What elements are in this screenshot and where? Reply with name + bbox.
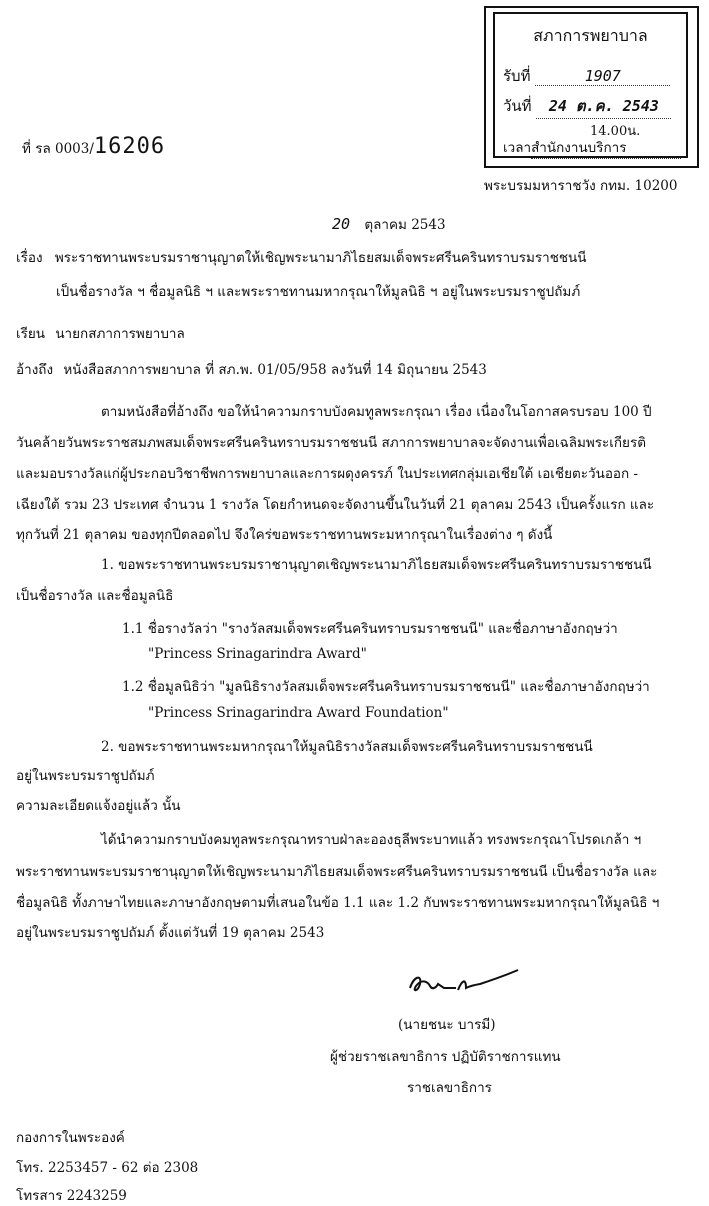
letter-date-month-year: ตุลาคม 2543 xyxy=(364,217,446,233)
body-paragraph-1-line: เฉียงใต้ รวม 23 ประเทศ จำนวน 1 รางวัล โดยกำหนดจะจัดงานขึ้นในวันที่ 21 ตุลาคม 2543 เป็นครั้งแรก และ xyxy=(16,497,655,513)
body-paragraph-1-line: ทุกวันที่ 21 ตุลาคม ของทุกปีตลอดไป จึงใคร่ขอพระราชทานพระมหากรุณาในเรื่องต่าง ๆ ดังนี้ xyxy=(16,527,553,543)
stamp-date-label: วันที่ xyxy=(503,97,532,115)
stamp-time-row xyxy=(503,136,681,159)
item-1-2-line-1: 1.2 ชื่อมูลนิธิว่า "มูลนิธิรางวัลสมเด็จพระศรีนครินทราบรมราชชนนี" และชื่อภาษาอังกฤษว่า xyxy=(122,679,650,695)
item-1-line-1: 1. ขอพระราชทานพระบรมราชานุญาตเชิญพระนามาภิไธยสมเด็จพระศรีนครินทราบรมราชชนนี xyxy=(101,557,652,573)
body-paragraph-2-line: พระราชทานพระบรมราชานุญาตให้เชิญพระนามาภิไธยสมเด็จพระศรีนครินทราบรมราชชนนี เป็นชื่อรางวัล และ xyxy=(16,864,658,880)
letter-date xyxy=(332,213,446,235)
body-paragraph-2-line: ได้นำความกราบบังคมทูลพระกรุณาทราบฝ่าละอองธุลีพระบาทแล้ว ทรงพระกรุณาโปรดเกล้า ฯ xyxy=(101,832,642,848)
body-paragraph-1-line: ตามหนังสือที่อ้างถึง ขอให้นำความกราบบังคมทูลพระกรุณา เรื่อง เนื่องในโอกาสครบรอบ 100 ปี xyxy=(101,404,652,420)
item-2-line-2: อยู่ในพระบรมราชูปถัมภ์ xyxy=(16,768,155,784)
item-2-line-1: 2. ขอพระราชทานพระมหากรุณาให้มูลนิธิรางวัลสมเด็จพระศรีนครินทราบรมราชชนนี xyxy=(101,739,593,755)
subject-label: เรื่อง xyxy=(16,250,43,266)
stamp-received-number: 1907 xyxy=(584,67,621,85)
stamp-time-value: 14.00น. xyxy=(590,124,641,139)
reference-value: หนังสือสภาการพยาบาล ที่ สภ.พ. 01/05/958 ลงวันที่ 14 มิถุนายน 2543 xyxy=(63,362,487,378)
stamp-date-row xyxy=(503,94,671,119)
stamp-time-label: เวลา xyxy=(503,140,532,156)
subject-text-2: เป็นชื่อรางวัล ฯ ชื่อมูลนิธิ ฯ และพระราชทานมหากรุณาให้มูลนิธิ ฯ อยู่ในพระบรมราชูปถัมภ์ xyxy=(56,284,581,300)
signatory-name: (นายชนะ บารมี) xyxy=(398,1017,496,1033)
item-1-1-line-2: "Princess Srinagarindra Award" xyxy=(148,646,367,662)
footer-fax: โทรสาร 2243259 xyxy=(16,1188,127,1204)
item-1-2-line-2: "Princess Srinagarindra Award Foundation" xyxy=(148,705,449,721)
signatory-title: ราชเลขาธิการ xyxy=(407,1080,492,1096)
detail-line: ความละเอียดแจ้งอยู่แล้ว นั้น xyxy=(16,798,181,814)
reference-prefix: ที่ รล 0003/ xyxy=(22,141,94,157)
reference-label: อ้างถึง xyxy=(16,362,54,378)
stamp-date-value: 24 ต.ค. 2543 xyxy=(548,97,659,115)
reference-number-value: 16206 xyxy=(93,134,166,159)
subject-text-1: พระราชทานพระบรมราชานุญาตให้เชิญพระนามาภิไธยสมเด็จพระศรีนครินทราบรมราชชนนี xyxy=(54,250,587,266)
stamp-office: สำนักงานบริการ xyxy=(531,140,627,156)
reference-number xyxy=(22,134,165,159)
sender-address: พระบรมมหาราชวัง กทม. 10200 xyxy=(484,178,678,194)
stamp-received-row xyxy=(503,64,670,88)
handwritten-signature xyxy=(400,958,530,1008)
footer-telephone: โทร. 2253457 - 62 ต่อ 2308 xyxy=(16,1160,199,1176)
body-paragraph-2-line: อยู่ในพระบรมราชูปถัมภ์ ตั้งแต่วันที่ 19 ตุลาคม 2543 xyxy=(16,925,325,941)
letter-date-day: 20 xyxy=(332,215,351,233)
stamp-title: สภาการพยาบาล xyxy=(533,26,648,45)
recipient-value: นายกสภาการพยาบาล xyxy=(55,326,185,342)
footer-department: กองการในพระองค์ xyxy=(16,1130,125,1146)
receipt-stamp xyxy=(493,12,688,158)
stamp-received-label: รับที่ xyxy=(503,67,531,85)
body-paragraph-1-line: และมอบรางวัลแก่ผู้ประกอบวิชาชีพการพยาบาลและการผดุงครรภ์ ในประเทศกลุ่มเอเชียใต้ เอเชียตะวันออก - xyxy=(16,466,639,482)
body-paragraph-2-line: ชื่อมูลนิธิ ทั้งภาษาไทยและภาษาอังกฤษตามที่เสนอในข้อ 1.1 และ 1.2 กับพระราชทานพระมหากรุณาให้มูลนิธิ ฯ xyxy=(16,895,660,911)
item-1-1-line-1: 1.1 ชื่อรางวัลว่า "รางวัลสมเด็จพระศรีนครินทราบรมราชชนนี" และชื่อภาษาอังกฤษว่า xyxy=(122,621,618,637)
reference xyxy=(16,358,487,380)
recipient xyxy=(16,322,185,344)
subject-line-1 xyxy=(16,246,587,268)
signatory-position: ผู้ช่วยราชเลขาธิการ ปฏิบัติราชการแทน xyxy=(330,1049,561,1065)
item-1-line-2: เป็นชื่อรางวัล และชื่อมูลนิธิ xyxy=(16,588,174,604)
recipient-label: เรียน xyxy=(16,326,46,342)
body-paragraph-1-line: วันคล้ายวันพระราชสมภพสมเด็จพระศรีนครินทราบรมราชชนนี สภาการพยาบาลจะจัดงานเพื่อเฉลิมพระเกียรติ xyxy=(16,435,646,451)
